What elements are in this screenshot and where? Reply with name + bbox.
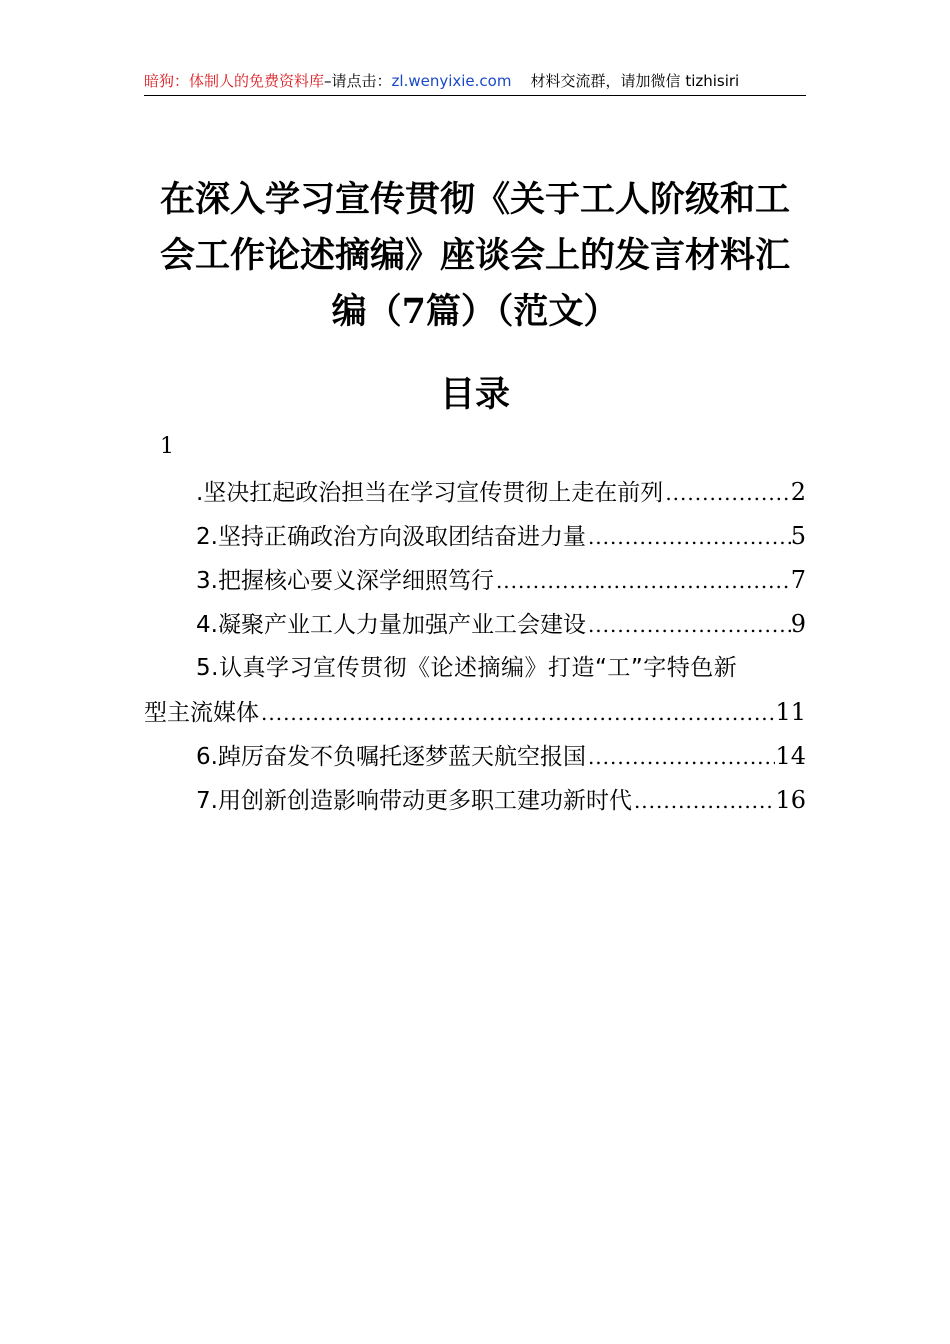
header-divider [144, 95, 806, 96]
toc-stray-number: 1 [160, 434, 174, 459]
toc-leader-dots [586, 515, 791, 558]
toc-leader-dots [586, 735, 776, 778]
toc-entry-text: 5.认真学习宣传贯彻《论述摘编》打造“工”字特色新 [196, 655, 738, 681]
header-url-link[interactable]: zl.wenyixie.com [391, 72, 512, 90]
toc-entry-7[interactable] [144, 778, 806, 822]
toc-entry-4[interactable] [144, 602, 806, 646]
toc-entry-page: 5 [790, 522, 806, 550]
page-header [144, 70, 806, 92]
document-title [144, 172, 806, 340]
toc-entry-text: 3.把握核心要义深学细照笃行 [196, 568, 494, 594]
toc-entry-5-line-2[interactable] [144, 690, 806, 734]
toc-entry-1[interactable] [144, 470, 806, 514]
toc-entry-text: 4.凝聚产业工人力量加强产业工会建设 [196, 612, 586, 638]
toc-entry-page: 9 [790, 610, 806, 638]
title-line-1: 在深入学习宣传贯彻《关于工人阶级和工 [159, 179, 790, 220]
header-click-prompt: –请点击： [324, 72, 392, 90]
toc-entry-page: 2 [790, 478, 806, 506]
toc-entry-text: 2.坚持正确政治方向汲取团结奋进力量 [196, 524, 586, 550]
toc-heading: 目录 [439, 374, 510, 415]
table-of-contents [144, 470, 806, 822]
header-brand: 暗狗：体制人的免费资料库 [144, 72, 325, 90]
toc-entry-text: 7.用创新创造影响带动更多职工建功新时代 [196, 788, 632, 814]
toc-entry-text: .坚决扛起政治担当在学习宣传贯彻上走在前列 [196, 480, 664, 506]
toc-leader-dots [632, 779, 776, 822]
toc-entry-2[interactable] [144, 514, 806, 558]
toc-leader-dots [663, 471, 790, 514]
title-line-2: 会工作论述摘编》座谈会上的发言材料汇 [159, 235, 790, 276]
toc-entry-page: 7 [790, 566, 806, 594]
toc-leader-dots [586, 603, 791, 646]
title-line-3: 编（7篇）（范文） [331, 291, 619, 332]
toc-entry-text: 型主流媒体 [144, 700, 259, 726]
header-group-note: 材料交流群，请加微信 tizhisiri [530, 72, 740, 90]
toc-entry-page: 14 [775, 742, 806, 770]
toc-entry-6[interactable] [144, 734, 806, 778]
toc-leader-dots [494, 559, 791, 602]
toc-entry-page: 11 [775, 698, 806, 726]
toc-entry-text: 6.踔厉奋发不负嘱托逐梦蓝天航空报国 [196, 744, 586, 770]
toc-entry-page: 16 [775, 786, 806, 814]
toc-leader-dots [259, 691, 775, 734]
toc-entry-3[interactable] [144, 558, 806, 602]
toc-entry-5-line-1[interactable] [144, 646, 806, 690]
